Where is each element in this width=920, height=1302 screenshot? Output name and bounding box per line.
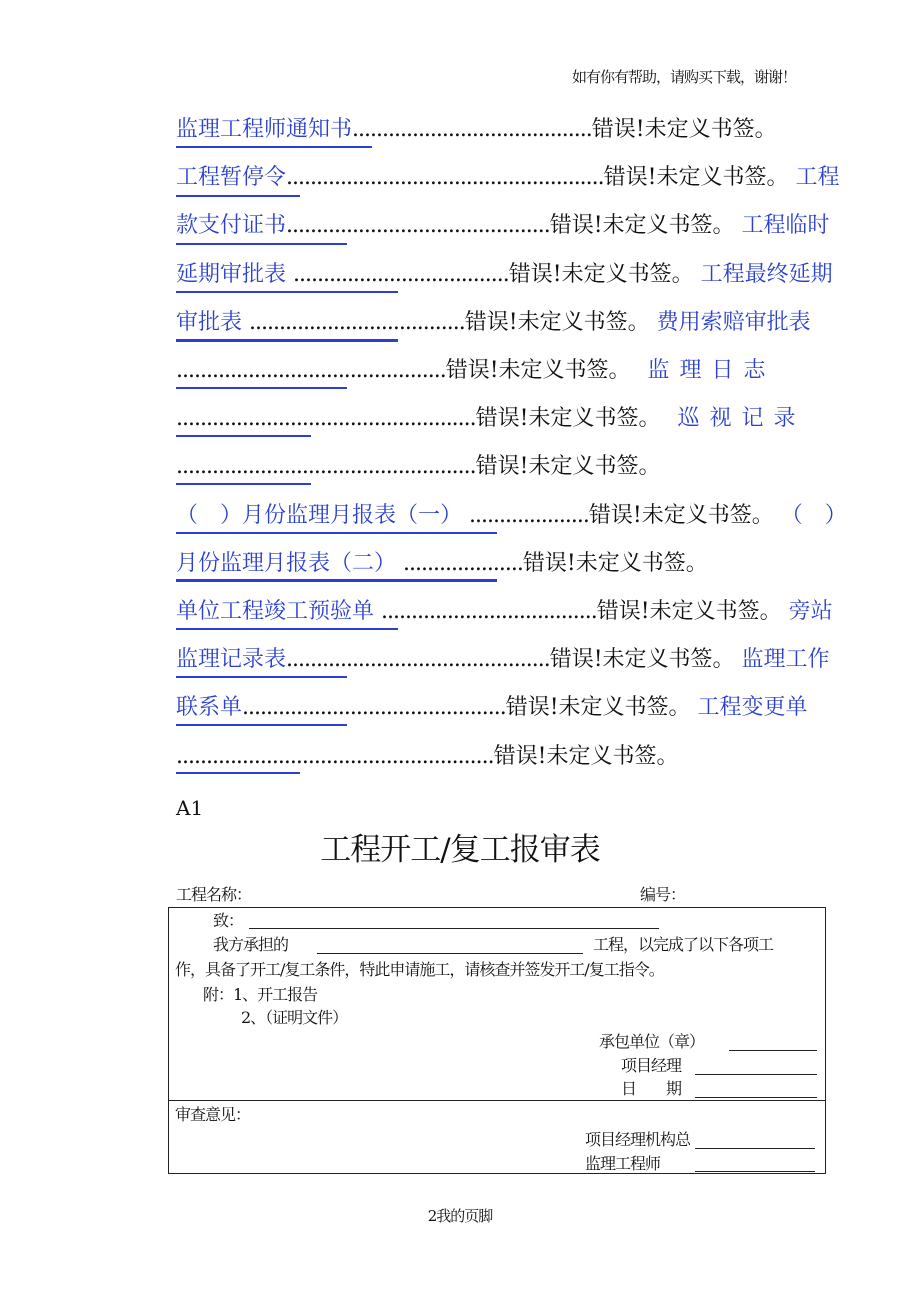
attachment-2: 2、（证明文件） — [241, 1008, 348, 1027]
toc-line — [176, 260, 833, 290]
toc-page-ref: 错误!未定义书签。 — [522, 550, 708, 576]
toc-entry-link[interactable]: 月份监理月报表（二） — [176, 550, 403, 576]
toc-page-ref: 错误!未定义书签。 — [475, 406, 661, 432]
toc-underline — [176, 435, 311, 437]
toc-leader-dots: ............................................. — [176, 358, 446, 383]
toc-leader-dots: ............................................ — [242, 695, 506, 721]
form-code: A1 — [176, 796, 204, 820]
toc-page-ref: 错误!未定义书签。 — [505, 695, 691, 721]
toc-line — [176, 163, 840, 193]
attachment-1: 附：1、开工报告 — [203, 985, 318, 1004]
toc-line — [176, 356, 826, 386]
toc-entry-link[interactable]: 费用索赔审批表 — [649, 309, 811, 335]
toc-page-ref: 错误!未定义书签。 — [493, 743, 679, 769]
toc-underline — [176, 339, 398, 342]
toc-line — [176, 693, 826, 723]
toc-entry-link[interactable]: 工程临时 — [734, 213, 830, 239]
toc-underline — [176, 146, 372, 148]
engineer-label: 监理工程师 — [585, 1154, 661, 1173]
toc-entry-link[interactable]: 单位工程竣工预验单 — [176, 599, 381, 624]
pm-field-line[interactable] — [695, 1074, 817, 1075]
toc-leader-dots: .................................................. — [176, 406, 476, 432]
toc-leader-dots: ..................................................... — [286, 165, 604, 191]
project-name-label: 工程名称： — [176, 885, 252, 904]
toc-leader-dots: .................................... — [249, 309, 465, 335]
toc-page-ref: 错误!未定义书签。 — [591, 117, 777, 142]
date-label: 日 期 — [621, 1079, 682, 1098]
toc-line — [176, 501, 847, 531]
project-field-line[interactable] — [317, 953, 583, 954]
toc-underline — [176, 579, 497, 582]
toc-entry-link[interactable]: 旁站 — [781, 599, 833, 624]
toc-line — [176, 597, 833, 627]
toc-entry-link[interactable]: 工程 — [788, 165, 840, 191]
chief-field-line[interactable] — [695, 1148, 815, 1149]
toc-page-ref: 错误!未定义书签。 — [475, 454, 661, 480]
toc-page-ref: 错误!未定义书签。 — [549, 213, 735, 239]
toc-page-ref: 错误!未定义书签。 — [588, 502, 774, 528]
toc-underline — [176, 772, 300, 774]
pm-label: 项目经理 — [621, 1056, 682, 1075]
toc-entry-link[interactable]: 巡视记录 — [660, 406, 806, 432]
date-field-line[interactable] — [695, 1097, 817, 1098]
toc-leader-dots: ............................................ — [286, 647, 550, 673]
toc-line — [176, 211, 830, 241]
toc-entry-link[interactable]: 审批表 — [176, 309, 249, 335]
toc-entry-link[interactable]: 工程最终延期 — [693, 261, 833, 287]
toc-entry-link[interactable]: 工程暂停令 — [176, 165, 287, 191]
toc-line — [176, 549, 826, 579]
toc-underline — [176, 676, 347, 678]
body-text-1b: 工程，以完成了以下各项工 — [593, 935, 774, 954]
to-label: 致： — [213, 911, 244, 930]
page-footer: 2我的页脚 — [427, 1207, 493, 1225]
contractor-field-line[interactable] — [729, 1050, 817, 1051]
toc-underline — [176, 243, 347, 245]
toc-leader-dots: .................... — [469, 502, 589, 528]
body-text-1a: 我方承担的 — [213, 935, 289, 954]
toc-leader-dots: ............................................ — [286, 213, 550, 239]
toc-underline — [176, 724, 347, 726]
chief-label: 项目经理机构总 — [585, 1130, 691, 1149]
form-title: 工程开工/复工报审表 — [320, 832, 600, 868]
toc-underline — [176, 195, 300, 197]
toc-entry-link[interactable]: 工程变更单 — [690, 695, 808, 721]
toc-leader-dots: .................................... — [381, 599, 597, 624]
toc-entry-link[interactable]: 联系单 — [176, 695, 243, 721]
engineer-field-line[interactable] — [695, 1171, 815, 1172]
toc-entry-link[interactable]: （ ） — [773, 502, 847, 528]
contractor-label: 承包单位（章） — [599, 1032, 705, 1051]
toc-page-ref: 错误!未定义书签。 — [445, 358, 631, 383]
to-field-line[interactable] — [249, 928, 659, 929]
toc-line — [176, 308, 826, 338]
toc-leader-dots: .................................... — [293, 261, 509, 287]
form-table — [168, 907, 826, 1174]
toc-underline — [176, 291, 398, 293]
toc-underline — [176, 532, 497, 534]
toc-underline — [176, 387, 347, 389]
toc-entry-link[interactable]: 延期审批表 — [176, 261, 293, 287]
toc-page-ref: 错误!未定义书签。 — [508, 261, 694, 287]
toc-line — [176, 452, 826, 482]
toc-page-ref: 错误!未定义书签。 — [464, 309, 650, 335]
header-note: 如有你有帮助，请购买下载，谢谢！ — [572, 68, 797, 86]
toc-line — [176, 404, 826, 434]
toc-entry-link[interactable]: 监理工程师通知书 — [176, 117, 353, 142]
form-divider — [169, 1100, 825, 1101]
toc-underline — [176, 483, 311, 485]
toc-line — [176, 115, 826, 145]
toc-entry-link[interactable]: 监理日志 — [630, 358, 776, 383]
toc-page-ref: 错误!未定义书签。 — [596, 599, 782, 624]
toc-page-ref: 错误!未定义书签。 — [603, 165, 789, 191]
toc-entry-link[interactable]: （ ）月份监理月报表（一） — [176, 502, 469, 528]
toc-underline — [176, 628, 398, 630]
toc-entry-link[interactable]: 款支付证书 — [176, 213, 287, 239]
number-label: 编号： — [640, 885, 686, 904]
toc-leader-dots: .................... — [403, 550, 523, 576]
toc-entry-link[interactable]: 监理记录表 — [176, 647, 287, 673]
toc-entry-link[interactable]: 监理工作 — [734, 647, 830, 673]
toc-line — [176, 645, 830, 675]
toc-leader-dots: ........................................ — [352, 117, 592, 142]
toc-leader-dots: .................................................. — [176, 454, 476, 480]
toc-line — [176, 742, 826, 772]
body-text-2: 作，具备了开工/复工条件，特此申请施工，请核查并签发开工/复工指令。 — [175, 960, 664, 979]
review-label: 审查意见： — [175, 1105, 251, 1124]
toc-page-ref: 错误!未定义书签。 — [549, 647, 735, 673]
toc-leader-dots: ..................................................... — [176, 743, 494, 769]
